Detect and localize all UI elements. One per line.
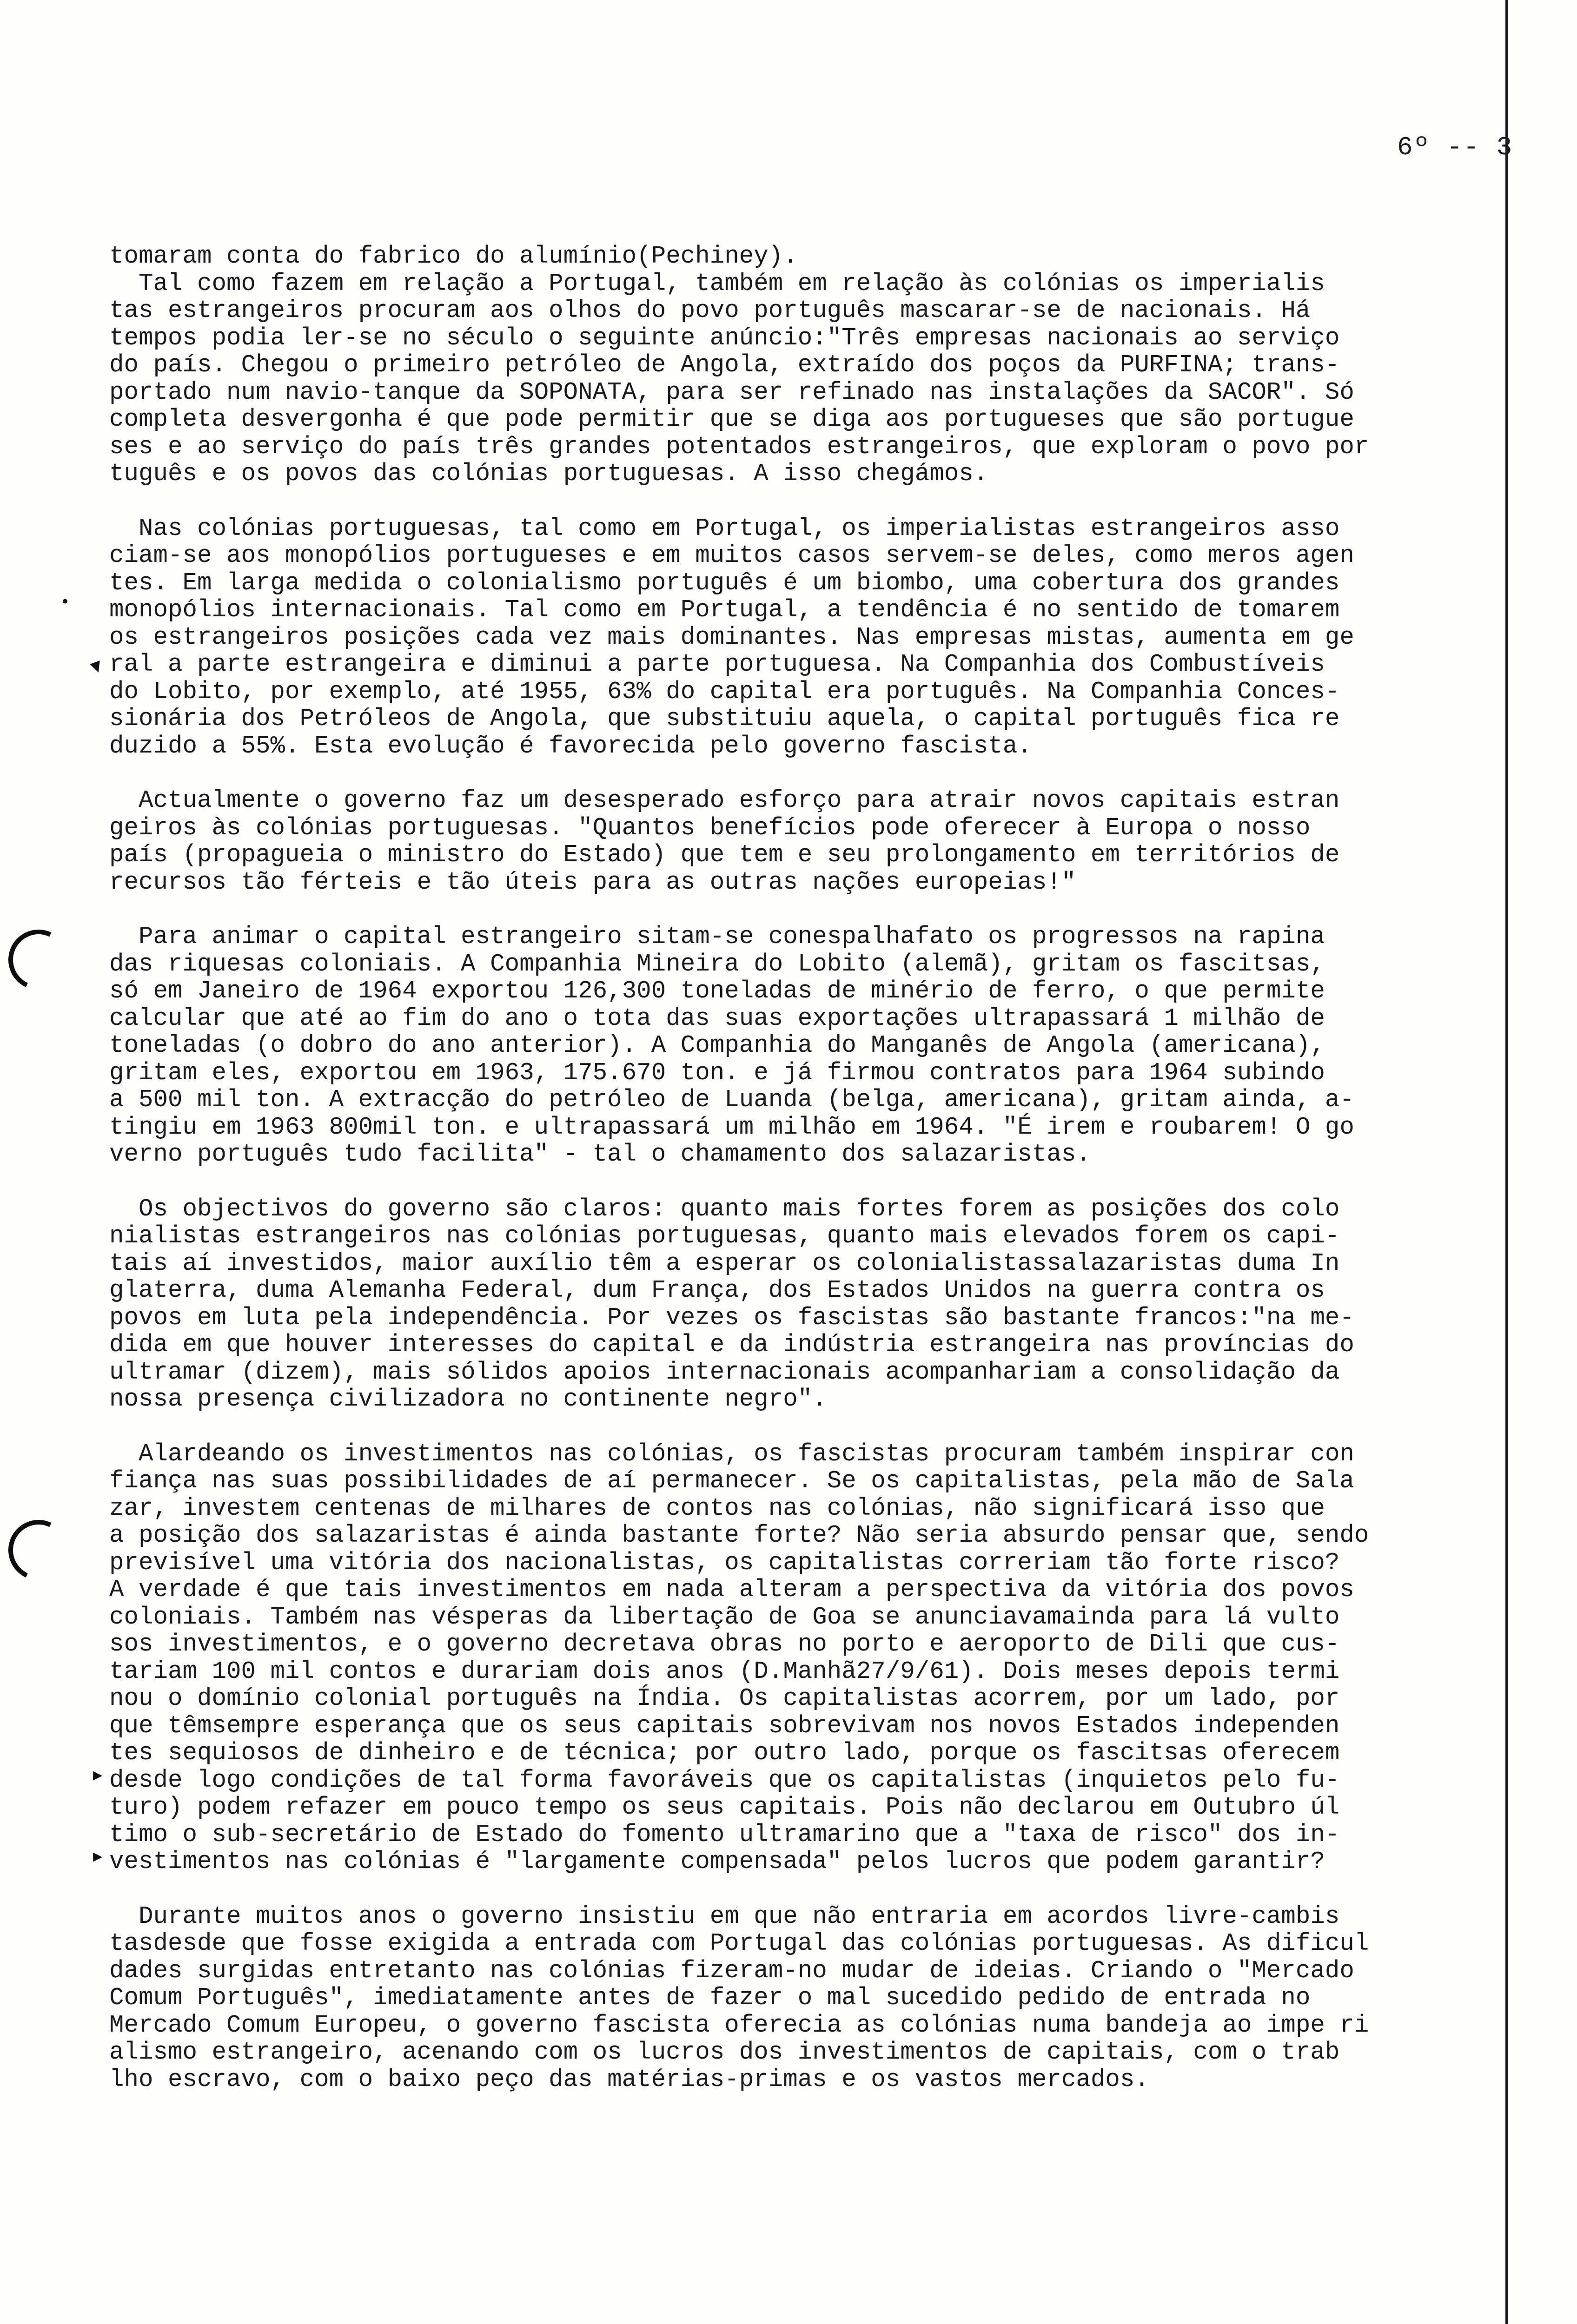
text-line: nou o domínio colonial português na Índia. Os capitalistas acorrem, por um lado, por <box>109 1684 1340 1712</box>
text-line: tempos podia ler-se no século o seguinte anúncio:"Três empresas nacionais ao serviço <box>109 324 1340 352</box>
margin-tick-icon: ▸ <box>93 1845 103 1867</box>
text-line: portado num navio-tanque da SOPONATA, para ser refinado nas instalações da SACOR". Só <box>109 378 1354 406</box>
text-line: que têmsempre esperança que os seus capitais sobrevivam nos novos Estados independen <box>109 1711 1340 1740</box>
text-line: glaterra, duma Alemanha Federal, dum França, dos Estados Unidos na guerra contra os <box>109 1276 1325 1304</box>
text-line: recursos tão férteis e tão úteis para as outras nações europeias!" <box>109 868 1076 896</box>
text-line: monopólios internacionais. Tal como em Portugal, a tendência é no sentido de tomarem <box>109 596 1340 624</box>
text-line: alismo estrangeiro, acenando com os lucros dos investimentos de capitais, com o trab <box>109 2038 1340 2066</box>
document-body <box>109 243 1502 2120</box>
text-line: do Lobito, por exemplo, até 1955, 63% do capital era português. Na Companhia Conces- <box>109 677 1340 706</box>
text-line: Comum Português", imediatamente antes de fazer o mal sucedido pedido de entrada no <box>109 1984 1311 2012</box>
text-line: Os objectivos do governo são claros: quanto mais fortes forem as posições dos colo <box>109 1195 1340 1223</box>
text-line: Durante muitos anos o governo insistiu em que não entraria em acordos livre-cambis <box>109 1902 1340 1930</box>
text-line: dida em que houver interesses do capital e da indústria estrangeira nas províncias do <box>109 1331 1354 1359</box>
text-line: das riquesas coloniais. A Companhia Mineira do Lobito (alemã), gritam os fascitsas, <box>109 950 1325 978</box>
punch-hole-icon <box>0 1512 77 1589</box>
text-line: a posição dos salazaristas é ainda bastante forte? Não seria absurdo pensar que, sendo <box>109 1521 1369 1549</box>
text-line: ses e ao serviço do país três grandes potentados estrangeiros, que exploram o povo por <box>109 432 1369 461</box>
text-line: gritam eles, exportou em 1963, 175.670 ton. e já firmou contratos para 1964 subindo <box>109 1058 1325 1087</box>
text-line: país (propagueia o ministro do Estado) que tem e seu prolongamento em territórios de <box>109 841 1340 869</box>
text-line: Actualmente o governo faz um desesperado esforço para atrair novos capitais estran <box>109 786 1340 814</box>
text-line: calcular que até ao fim do ano o tota das suas exportações ultrapassará 1 milhão de <box>109 1004 1325 1032</box>
right-margin-rule <box>1505 0 1508 2324</box>
text-line: dades surgidas entretanto nas colónias fizeram-no mudar de ideias. Criando o "Mercado <box>109 1956 1354 1985</box>
text-line: fiança nas suas possibilidades de aí permanecer. Se os capitalistas, pela mão de Sala <box>109 1467 1354 1495</box>
paragraph <box>109 1440 1502 1875</box>
text-line: Alardeando os investimentos nas colónias, os fascistas procuram também inspirar con <box>109 1439 1354 1468</box>
margin-tick-icon: ▸ <box>93 1764 103 1785</box>
text-line: tas estrangeiros procuram aos olhos do povo português mascarar-se de nacionais. Há <box>109 297 1311 324</box>
text-line: tes sequiosos de dinheiro e de técnica; por outro lado, porque os fascitsas oferecem <box>109 1739 1340 1767</box>
text-line: do país. Chegou o primeiro petróleo de Angola, extraído dos poços da PURFINA; trans- <box>109 351 1340 379</box>
text-line: Nas colónias portuguesas, tal como em Portugal, os imperialistas estrangeiros asso <box>109 514 1340 542</box>
text-line: nossa presença civilizadora no continente negro". <box>109 1385 827 1413</box>
text-line: turo) podem refazer em pouco tempo os seus capitais. Pois não declarou em Outubro úl <box>109 1793 1340 1821</box>
punch-hole-icon <box>0 921 77 999</box>
text-line: duzido a 55%. Esta evolução é favorecida pelo governo fascista. <box>109 732 1032 760</box>
text-line: zar, investem centenas de milhares de contos nas colónias, não significará isso que <box>109 1494 1325 1522</box>
margin-tick-icon: ▾ <box>86 652 106 680</box>
text-line: sos investimentos, e o governo decretava obras no porto e aeroporto de Dili que cus- <box>109 1630 1340 1658</box>
paragraph <box>109 243 1502 488</box>
text-line: tingiu em 1963 800mil ton. e ultrapassará um milhão em 1964. "É irem e roubarem! O go <box>109 1113 1354 1141</box>
text-line: geiros às colónias portuguesas. "Quantos benefícios pode oferecer à Europa o nosso <box>109 813 1311 842</box>
text-line: povos em luta pela independência. Por vezes os fascistas são bastante francos:"na me- <box>109 1303 1354 1332</box>
text-line: desde logo condições de tal forma favoráveis que os capitalistas (inquietos pelo fu- <box>109 1766 1340 1794</box>
text-line: tomaram conta do fabrico do alumínio(Pechiney). <box>109 242 798 270</box>
paragraph <box>109 1903 1502 2093</box>
text-line: toneladas (o dobro do ano anterior). A Companhia do Manganês de Angola (americana), <box>109 1031 1325 1059</box>
text-line: tes. Em larga medida o colonialismo português é um biombo, uma cobertura dos grandes <box>109 568 1340 597</box>
text-line: completa desvergonha é que pode permitir que se diga aos portugueses que são portugue <box>109 405 1354 433</box>
paragraph <box>109 923 1502 1168</box>
text-line: previsível uma vitória dos nacionalistas, os capitalistas correriam tão forte risco? <box>109 1548 1340 1577</box>
text-line: os estrangeiros posições cada vez mais dominantes. Nas empresas mistas, aumenta em ge <box>109 623 1354 651</box>
text-line: só em Janeiro de 1964 exportou 126,300 toneladas de minério de ferro, o que permite <box>109 977 1325 1005</box>
margin-dot-icon: • <box>60 593 70 611</box>
text-line: nialistas estrangeiros nas colónias portuguesas, quanto mais elevados forem os capi- <box>109 1222 1340 1250</box>
text-line: Tal como fazem em relação a Portugal, também em relação às colónias os imperialis <box>109 269 1325 297</box>
text-line: ultramar (dizem), mais sólidos apoios internacionais acompanhariam a consolidação da <box>109 1358 1340 1386</box>
text-line: vestimentos nas colónias é "largamente compensada" pelos lucros que podem garantir? <box>109 1848 1325 1875</box>
text-line: coloniais. Também nas vésperas da libertação de Goa se anunciavamainda para lá vulto <box>109 1603 1340 1631</box>
text-line: verno português tudo facilita" - tal o chamamento dos salazaristas. <box>109 1140 1091 1168</box>
text-line: tuguês e os povos das colónias portuguesas. A isso chegámos. <box>109 460 988 488</box>
text-line: tasdesde que fosse exigida a entrada com Portugal das colónias portuguesas. As dificul <box>109 1929 1369 1957</box>
text-line: tais aí investidos, maior auxílio têm a esperar os colonialistassalazaristas duma In <box>109 1249 1340 1277</box>
paragraph <box>109 515 1502 760</box>
page-number: 6º -- 3 <box>1397 132 1513 162</box>
text-line: lho escravo, com o baixo peço das matérias-primas e os vastos mercados. <box>109 2065 1149 2093</box>
text-line: Para animar o capital estrangeiro sitam-se conespalhafato os progressos na rapina <box>109 923 1325 951</box>
paragraph <box>109 787 1502 896</box>
text-line: ciam-se aos monopólios portugueses e em muitos casos servem-se deles, como meros agen <box>109 541 1354 569</box>
text-line: Mercado Comum Europeu, o governo fascista oferecia as colónias numa bandeja ao impe ri <box>109 2011 1369 2039</box>
text-line: timo o sub-secretário de Estado do fomento ultramarino que a "taxa de risco" dos in- <box>109 1820 1340 1849</box>
text-line: ral a parte estrangeira e diminui a parte portuguesa. Na Companhia dos Combustíveis <box>109 650 1325 678</box>
text-line: tariam 100 mil contos e durariam dois anos (D.Manhã27/9/61). Dois meses depois termi <box>109 1657 1340 1685</box>
text-line: sionária dos Petróleos de Angola, que substituiu aquela, o capital português fica re <box>109 705 1340 733</box>
paragraph <box>109 1195 1502 1413</box>
text-line: a 500 mil ton. A extracção do petróleo de Luanda (belga, americana), gritam ainda, a- <box>109 1086 1354 1114</box>
text-line: A verdade é que tais investimentos em nada alteram a perspectiva da vitória dos povos <box>109 1576 1354 1604</box>
